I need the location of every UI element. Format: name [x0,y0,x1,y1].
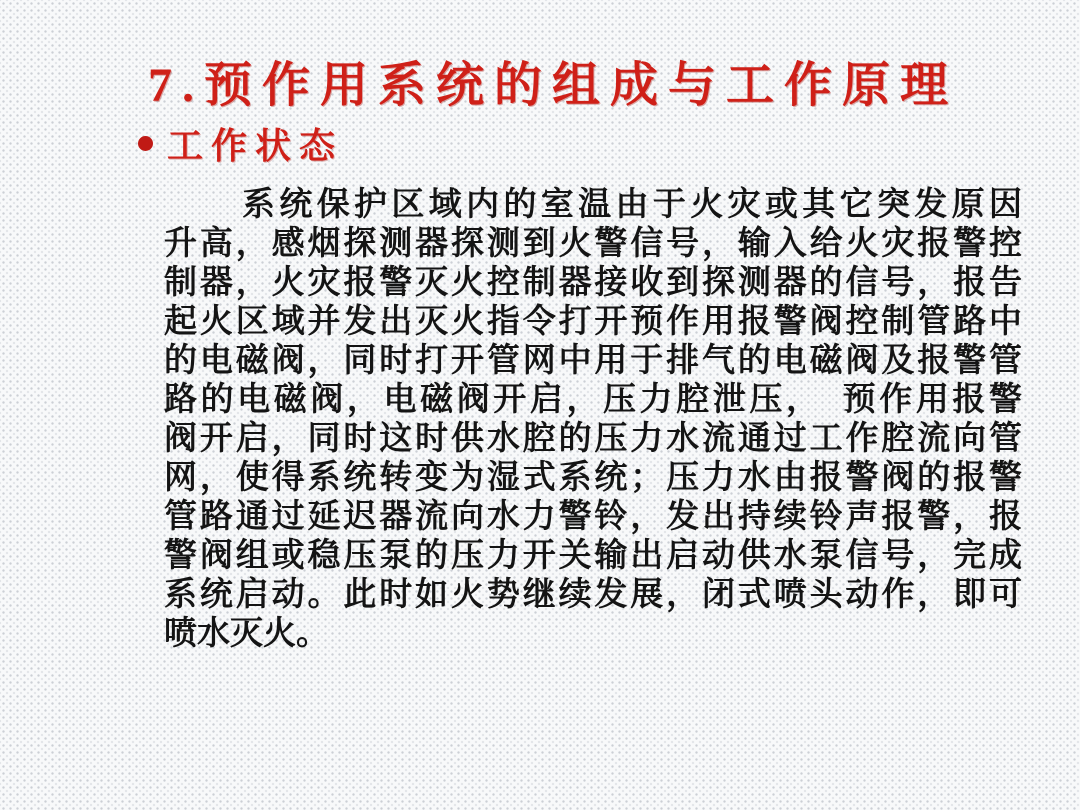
body-paragraph [164,186,1022,654]
bullet-icon [138,136,153,151]
body-line: 喷水灭火。 [164,616,329,652]
slide-title: 7.预作用系统的组成与工作原理 [147,59,958,112]
body-line: 的电磁阀，同时打开管网中用于排气的电磁阀及报警管 [164,343,1022,379]
body-line: 起火区域并发出灭火指令打开预作用报警阀控制管路中 [164,304,1022,340]
body-line: 系统启动。此时如火势继续发展，闭式喷头动作，即可 [164,577,1022,613]
body-line: 阀开启，同时这时供水腔的压力水流通过工作腔流向管 [164,421,1022,457]
body-line: 警阀组或稳压泵的压力开关输出启动供水泵信号，完成 [164,538,1022,574]
body-line: 路的电磁阀，电磁阀开启，压力腔泄压， 预作用报警 [164,382,1022,418]
body-line: 管路通过延迟器流向水力警铃，发出持续铃声报警，报 [164,499,1022,535]
bullet-item [138,118,343,169]
body-line: 制器，火灾报警灭火控制器接收到探测器的信号，报告 [164,265,1022,301]
body-line: 系统保护区域内的室温由于火灾或其它突发原因 [242,187,1022,223]
bullet-label: 工作状态 [167,126,344,166]
body-line: 升高，感烟探测器探测到火警信号，输入给火灾报警控 [164,226,1022,262]
body-line: 网，使得系统转变为湿式系统；压力水由报警阀的报警 [164,460,1022,496]
